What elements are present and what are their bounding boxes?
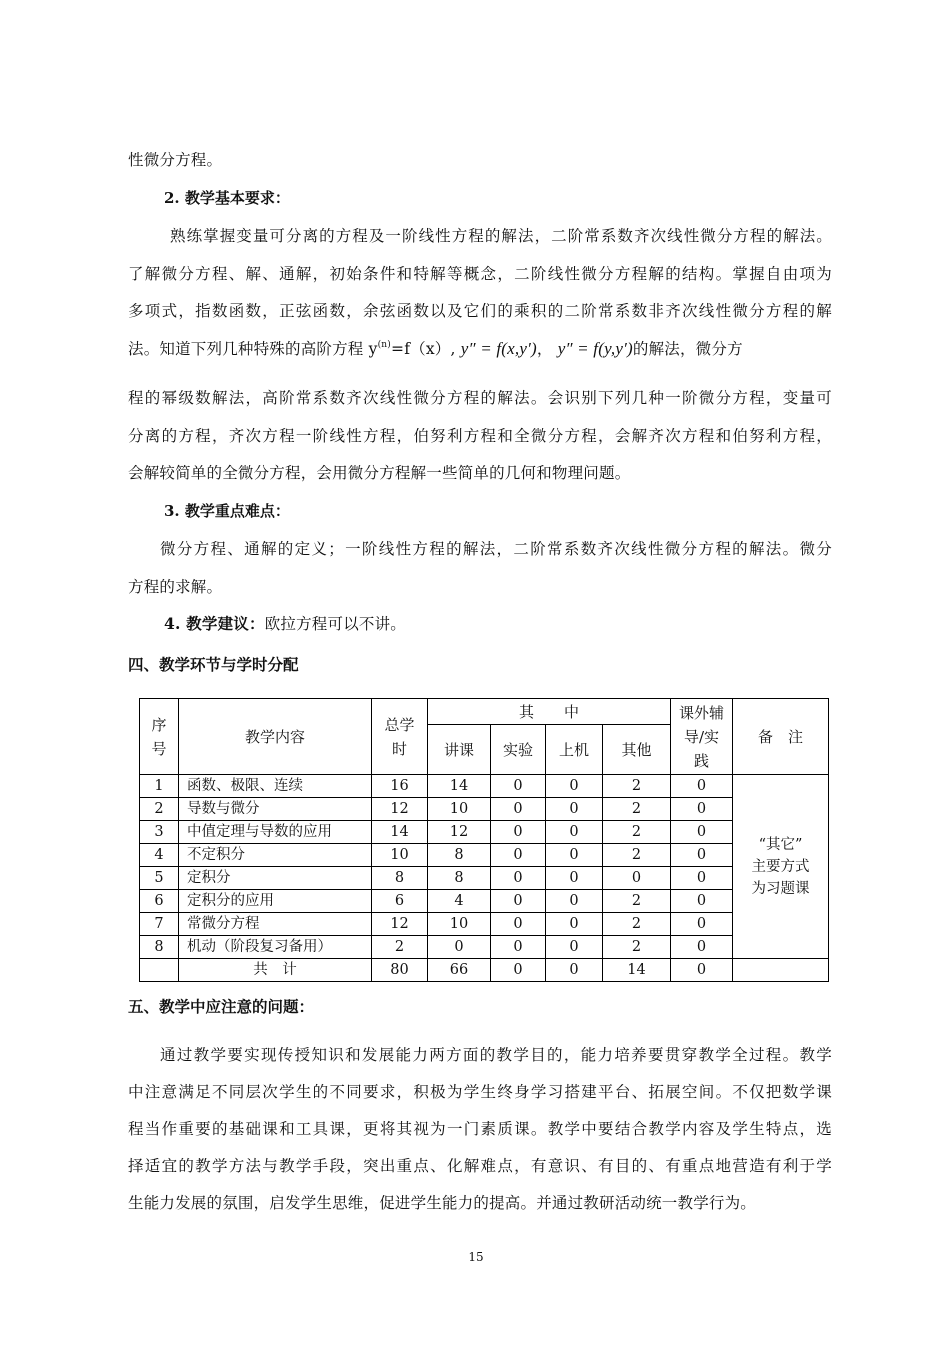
page-number: 15: [468, 1250, 484, 1264]
table-row: [140, 798, 829, 821]
header-lecture: 讲课: [428, 725, 491, 775]
heading-basic-requirements: 2. 教学基本要求：: [164, 189, 290, 207]
table-row: [140, 913, 829, 936]
table-total-row: [140, 959, 829, 982]
header-extra: 课外辅导/实践: [671, 699, 733, 775]
cell-computer: 0: [546, 890, 603, 913]
cell-seq-empty: [140, 959, 179, 982]
req-line-1: 熟练掌握变量可分离的方程及一阶线性方程的解法，二阶常系数齐次线性微分方程的解法。: [170, 227, 832, 245]
math-sup: (n): [377, 340, 392, 350]
cell-content: 导数与微分: [179, 798, 372, 821]
cell-seq: 6: [140, 890, 179, 913]
cell-other: 2: [603, 890, 671, 913]
math-suffix: 的解法，微分方: [632, 340, 743, 358]
remark-line: “其它”: [758, 836, 803, 853]
key-line-2: 方程的求解。: [128, 578, 223, 596]
cell-other: 2: [603, 844, 671, 867]
table-row: [140, 821, 829, 844]
s5-line-4: 择适宜的教学方法与教学手段，突出重点、化解难点，有意识、有目的、有重点地营造有利于学: [128, 1157, 832, 1175]
cell-extra: 0: [671, 867, 733, 890]
table-row: [140, 936, 829, 959]
req-line-6: 分离的方程，齐次方程一阶线性方程，伯努利方程和全微分方程，会解齐次方程和伯努利方程，: [128, 427, 832, 445]
cell-computer: 0: [546, 913, 603, 936]
s5-line-2: 中注意满足不同层次学生的不同要求，积极为学生终身学习搭建平台、拓展空间。不仅把数学课: [128, 1083, 832, 1101]
table-row: [140, 890, 829, 913]
cell-experiment: 0: [491, 775, 546, 798]
s5-line-5: 生能力发展的氛围，启发学生思维，促进学生能力的提高。并通过教研活动统一教学行为。: [128, 1194, 757, 1212]
total-label: 共 计: [179, 959, 372, 982]
header-remark: 备 注: [733, 699, 829, 775]
cell-extra: 0: [671, 890, 733, 913]
cell-content: 中值定理与导数的应用: [179, 821, 372, 844]
cell-lecture: 14: [428, 775, 491, 798]
cell-extra: 0: [671, 821, 733, 844]
cell-content: 定积分: [179, 867, 372, 890]
cell-computer: 0: [546, 936, 603, 959]
total-experiment: 0: [491, 959, 546, 982]
cell-experiment: 0: [491, 936, 546, 959]
cell-content: 不定积分: [179, 844, 372, 867]
cell-content: 机动（阶段复习备用）: [179, 936, 372, 959]
cell-total: 6: [372, 890, 428, 913]
cell-computer: 0: [546, 844, 603, 867]
header-computer: 上机: [546, 725, 603, 775]
cell-experiment: 0: [491, 821, 546, 844]
cell-experiment: 0: [491, 844, 546, 867]
cell-seq: 4: [140, 844, 179, 867]
cell-seq: 2: [140, 798, 179, 821]
cell-extra: 0: [671, 798, 733, 821]
cell-lecture: 10: [428, 798, 491, 821]
s5-line-1: 通过教学要实现传授知识和发展能力两方面的教学目的，能力培养要贯穿教学全过程。教学: [160, 1046, 832, 1064]
table-row: [140, 775, 829, 798]
s5-line-3: 程当作重要的基础课和工具课，更将其视为一门素质课。教学中要结合教学内容及学生特点，选: [128, 1120, 832, 1138]
cell-computer: 0: [546, 775, 603, 798]
total-other: 14: [603, 959, 671, 982]
total-lecture: 66: [428, 959, 491, 982]
req-line-5: 程的幂级数解法，高阶常系数齐次线性微分方程的解法。会识别下列几种一阶微分方程，变量可: [128, 389, 832, 407]
remark-line: 主要方式: [751, 858, 810, 875]
header-among: 其 中: [428, 699, 671, 725]
math-sep: ，: [536, 340, 553, 358]
header-experiment: 实验: [491, 725, 546, 775]
cell-experiment: 0: [491, 798, 546, 821]
math-eq0: =f（x）,: [391, 340, 456, 358]
header-other: 其他: [603, 725, 671, 775]
cell-lecture: 8: [428, 867, 491, 890]
remark-cell: [733, 775, 829, 959]
cell-computer: 0: [546, 821, 603, 844]
math-prefix: 法。知道下列几种特殊的高阶方程 y: [128, 340, 378, 358]
cell-total: 14: [372, 821, 428, 844]
cell-computer: 0: [546, 867, 603, 890]
cell-lecture: 12: [428, 821, 491, 844]
header-total-hours: 总学时: [372, 699, 428, 775]
cell-other: 2: [603, 913, 671, 936]
cell-computer: 0: [546, 798, 603, 821]
advice-text: 欧拉方程可以不讲。: [264, 615, 406, 633]
cell-extra: 0: [671, 844, 733, 867]
cell-lecture: 4: [428, 890, 491, 913]
cell-lecture: 0: [428, 936, 491, 959]
total-hours: 80: [372, 959, 428, 982]
cell-lecture: 10: [428, 913, 491, 936]
total-computer: 0: [546, 959, 603, 982]
cell-extra: 0: [671, 936, 733, 959]
header-seq: 序号: [140, 699, 179, 775]
cell-total: 10: [372, 844, 428, 867]
math-eq2: y″ = f(y,y′): [557, 339, 633, 358]
cell-extra: 0: [671, 913, 733, 936]
table-row: [140, 844, 829, 867]
total-extra: 0: [671, 959, 733, 982]
key-line-1: 微分方程、通解的定义；一阶线性方程的解法，二阶常系数齐次线性微分方程的解法。微分: [160, 540, 832, 558]
req-line-7: 会解较简单的全微分方程，会用微分方程解一些简单的几何和物理问题。: [128, 464, 631, 482]
cell-seq: 7: [140, 913, 179, 936]
table-row: [140, 867, 829, 890]
continued-text: 性微分方程。: [128, 151, 223, 169]
cell-total: 12: [372, 798, 428, 821]
heading-advice: 4. 教学建议：: [164, 614, 265, 633]
cell-experiment: 0: [491, 913, 546, 936]
math-eq1: y″ = f(x,y′): [460, 339, 537, 358]
header-content: 教学内容: [179, 699, 372, 775]
cell-seq: 5: [140, 867, 179, 890]
cell-total: 16: [372, 775, 428, 798]
cell-extra: 0: [671, 775, 733, 798]
cell-other: 0: [603, 867, 671, 890]
cell-total: 2: [372, 936, 428, 959]
req-line-4-math: [128, 337, 743, 359]
cell-experiment: 0: [491, 890, 546, 913]
heading-section-4: 四、教学环节与学时分配: [128, 655, 299, 674]
total-remark-empty: [733, 959, 829, 982]
heading-section-5: 五、教学中应注意的问题：: [128, 997, 315, 1016]
req-line-2: 了解微分方程、解、通解，初始条件和特解等概念，二阶线性微分方程解的结构。掌握自由项为: [128, 265, 832, 283]
cell-other: 2: [603, 936, 671, 959]
req-line-3: 多项式，指数函数，正弦函数，余弦函数以及它们的乘积的二阶常系数非齐次线性微分方程的解: [128, 302, 832, 320]
cell-total: 8: [372, 867, 428, 890]
cell-content: 定积分的应用: [179, 890, 372, 913]
cell-total: 12: [372, 913, 428, 936]
cell-other: 2: [603, 798, 671, 821]
cell-content: 常微分方程: [179, 913, 372, 936]
cell-seq: 8: [140, 936, 179, 959]
hours-allocation-table: [139, 698, 829, 982]
heading-key-points: 3. 教学重点难点：: [164, 502, 290, 520]
cell-experiment: 0: [491, 867, 546, 890]
cell-seq: 3: [140, 821, 179, 844]
cell-lecture: 8: [428, 844, 491, 867]
advice-line: [164, 612, 406, 634]
cell-content: 函数、极限、连续: [179, 775, 372, 798]
remark-line: 为习题课: [751, 880, 810, 897]
cell-other: 2: [603, 775, 671, 798]
cell-seq: 1: [140, 775, 179, 798]
cell-other: 2: [603, 821, 671, 844]
